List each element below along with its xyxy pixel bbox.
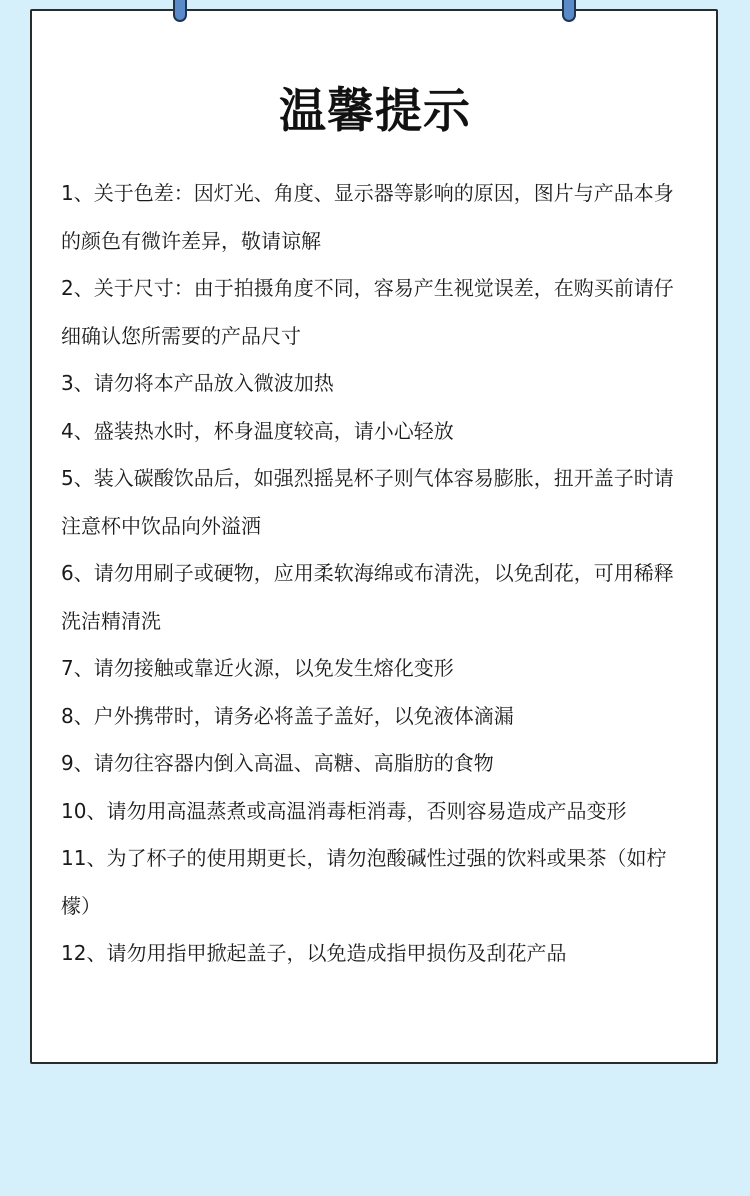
tip-item: 9、请勿往容器内倒入高温、高糖、高脂肪的食物 bbox=[61, 751, 494, 775]
tip-item: 2、关于尺寸：由于拍摄角度不同，容易产生视觉误差，在购买前请仔细确认您所需要的产品尺寸 bbox=[61, 276, 674, 348]
tip-item: 3、请勿将本产品放入微波加热 bbox=[61, 371, 334, 395]
tip-item: 11、为了杯子的使用期更长，请勿泡酸碱性过强的饮料或果茶（如柠檬） bbox=[61, 846, 667, 918]
tip-item: 4、盛装热水时，杯身温度较高，请小心轻放 bbox=[61, 418, 454, 443]
tip-item: 12、请勿用指甲掀起盖子，以免造成指甲损伤及刮花产品 bbox=[61, 941, 567, 965]
tip-item: 6、请勿用刷子或硬物，应用柔软海绵或布清洗，以免刮花，可用稀释洗洁精清洗 bbox=[61, 561, 674, 633]
left-pin-icon bbox=[173, 0, 187, 22]
tips-list bbox=[61, 170, 681, 978]
tip-item: 7、请勿接触或靠近火源，以免发生熔化变形 bbox=[61, 656, 454, 680]
right-pin-icon bbox=[562, 0, 576, 22]
tip-item: 10、请勿用高温蒸煮或高温消毒柜消毒，否则容易造成产品变形 bbox=[61, 798, 627, 823]
page-title: 温馨提示 bbox=[279, 84, 471, 139]
tip-item: 1、关于色差：因灯光、角度、显示器等影响的原因，图片与产品本身的颜色有微许差异，敬请谅解 bbox=[61, 181, 674, 253]
tip-item: 8、户外携带时，请务必将盖子盖好，以免液体滴漏 bbox=[61, 703, 514, 728]
tip-item: 5、装入碳酸饮品后，如强烈摇晃杯子则气体容易膨胀，扭开盖子时请注意杯中饮品向外溢洒 bbox=[61, 466, 674, 538]
